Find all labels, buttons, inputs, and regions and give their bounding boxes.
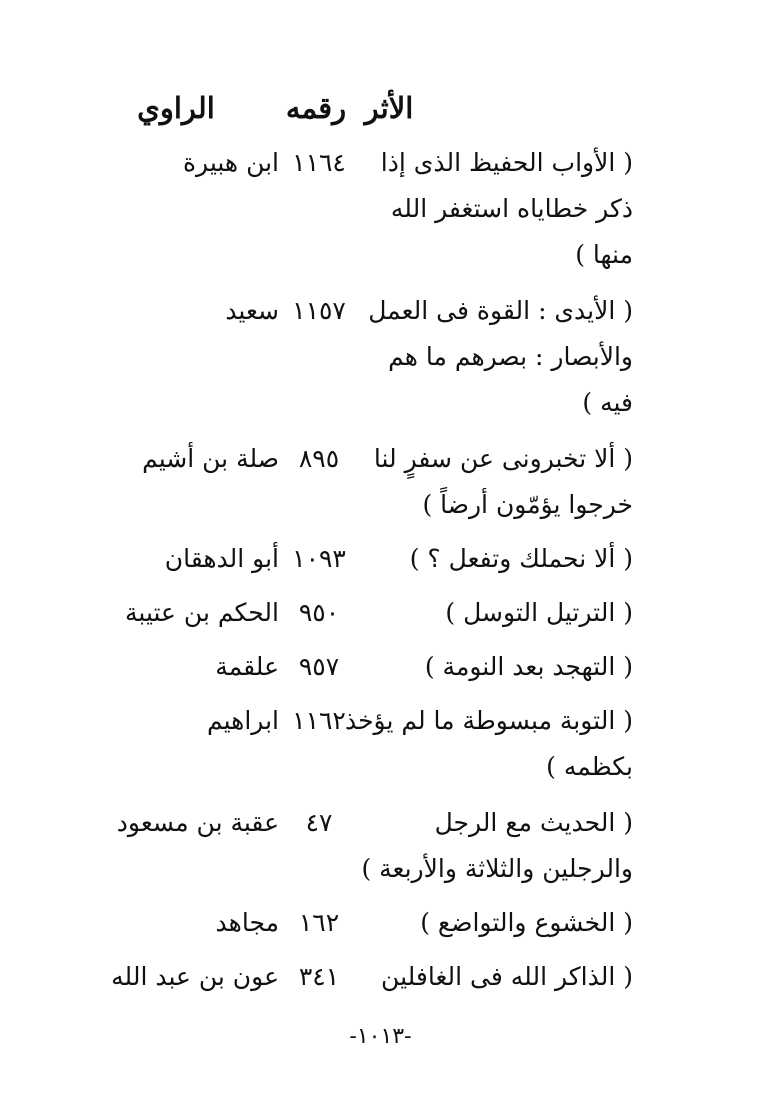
entry-athar [363,900,633,946]
entry-narrator: عقبة بن مسعود [116,808,279,837]
athar-text-line: ( الذاكر الله فى الغافلين [381,962,633,991]
athar-text-line: ( الأيدى : القوة فى العمل [368,296,633,325]
entry-narrator: ابن هبيرة [182,148,279,177]
entry-row [0,644,761,690]
entry-number: ٩٥٠ [298,598,340,627]
athar-text-line: ( الخشوع والتواضع ) [420,908,633,937]
entry-athar [363,644,633,690]
athar-text-line: ( الأواب الحفيظ الذى إذا [380,148,633,177]
header-rawi: الراوي [137,91,215,125]
header-raqm: رقمه [285,91,347,125]
entry-row [0,698,761,790]
entry-number: ٩٥٧ [298,652,340,681]
entry-narrator: سعيد [225,296,279,325]
entry-row [0,140,761,278]
athar-text-line: ( التهجد بعد النومة ) [424,652,633,681]
entry-athar [363,954,633,1000]
entry-athar [363,800,633,892]
entry-row [0,800,761,892]
entry-number: ١٦٢ [298,908,340,937]
entry-narrator: مجاهد [215,908,279,937]
entry-athar [363,140,633,278]
athar-text-line: ( ألا تخبرونى عن سفرٍ لنا [373,444,633,473]
entry-number: ٤٧ [305,808,333,837]
entry-number: ٣٤١ [298,962,340,991]
athar-text-line: ( الترتيل التوسل ) [445,598,633,627]
athar-text-line: ( ألا نحملك وتفعل ؟ ) [409,544,633,573]
entry-row [0,900,761,946]
athar-text-line: منها ) [575,240,633,269]
column-headers [0,88,761,128]
entry-number: ١٠٩٣ [292,544,346,573]
athar-text-line: فيه ) [582,388,633,417]
entry-narrator: عون بن عبد الله [111,962,279,991]
athar-text-line: خرجوا يؤمّون أرضاً ) [422,490,633,519]
entry-narrator: أبو الدهقان [164,544,279,573]
entry-number: ١١٥٧ [292,296,346,325]
entry-row [0,954,761,1000]
entry-number: ١١٦٤ [292,148,346,177]
entry-athar [363,436,633,528]
athar-text-line: بكظمه ) [546,752,633,781]
entry-athar [363,536,633,582]
page-number: -١٠١٣- [349,1024,412,1049]
athar-text-line: والأبصار : بصرهم ما هم [388,342,633,371]
entry-athar [363,590,633,636]
entry-athar [344,698,633,790]
entry-number: ٨٩٥ [298,444,340,473]
entry-row [0,436,761,528]
entry-row [0,536,761,582]
header-athar: الأثر [364,91,414,125]
entry-row [0,288,761,426]
entries-list [0,140,761,1008]
entry-narrator: صلة بن أشيم [142,444,279,473]
entry-narrator: ابراهيم [206,706,279,735]
athar-text-line: ( التوبة مبسوطة ما لم يؤخذ [344,706,633,735]
athar-text-line: والرجلين والثلاثة والأربعة ) [361,854,633,883]
athar-text-line: ذكر خطاياه استغفر الله [390,194,633,223]
entry-athar [363,288,633,426]
athar-text-line: ( الحديث مع الرجل [434,808,633,837]
entry-row [0,590,761,636]
entry-narrator: علقمة [215,652,279,681]
entry-number: ١١٦٢ [292,706,346,735]
entry-narrator: الحكم بن عتيبة [125,598,279,627]
